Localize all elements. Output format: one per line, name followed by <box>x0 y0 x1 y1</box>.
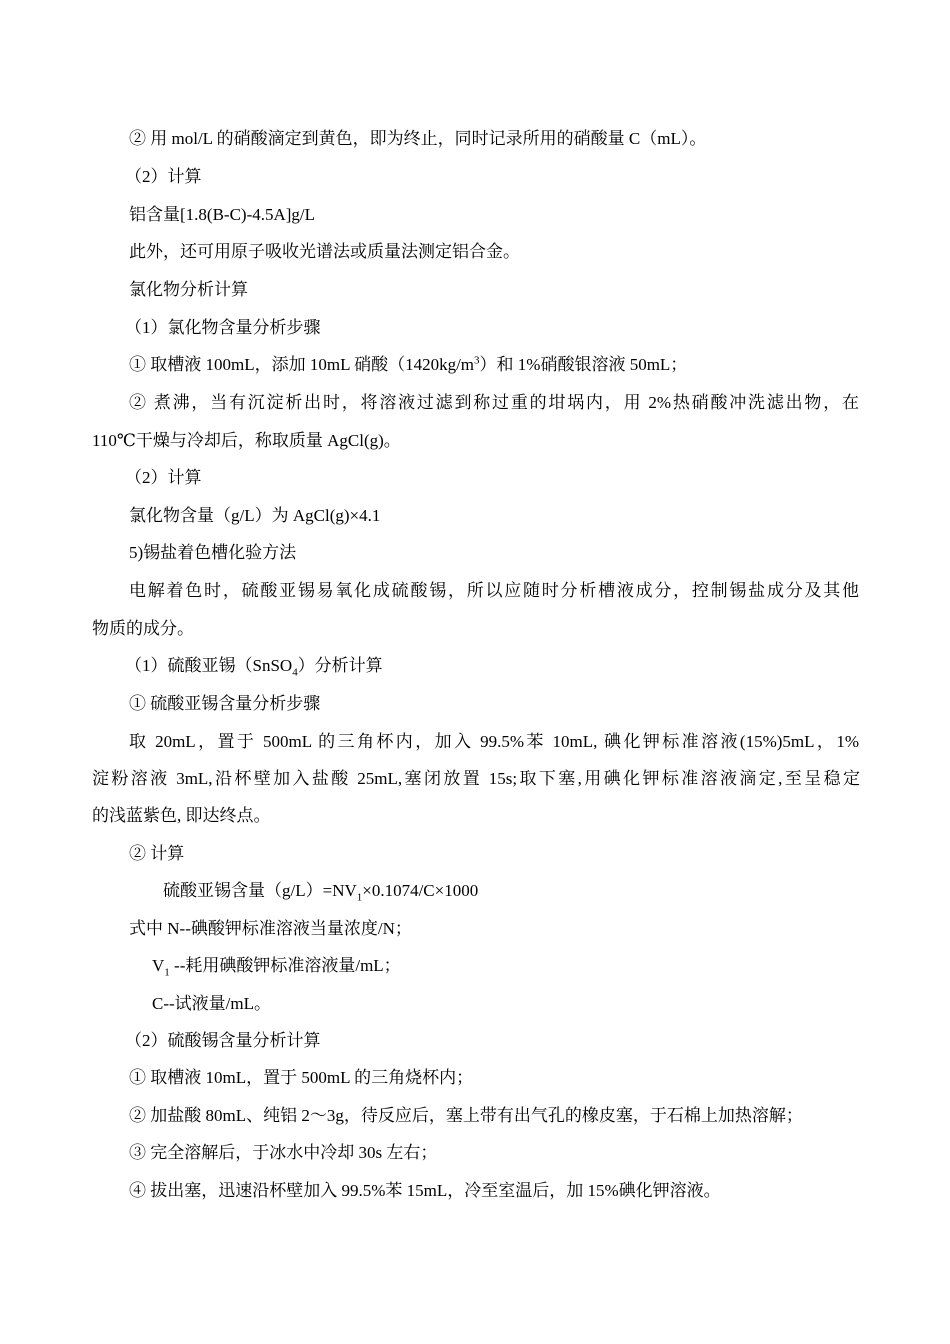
variable-v-text: V <box>152 956 165 975</box>
chloride-analysis-title: 氯化物分析计算 <box>129 280 248 299</box>
subscript-1: 1 <box>356 891 363 904</box>
stannic-step-1: ① 取槽液 10mL，置于 500mL 的三角烧杯内； <box>129 1068 474 1087</box>
formula-variable-v1 <box>152 947 922 984</box>
section-calc-heading: （2）计算 <box>125 167 202 186</box>
stannous-heading-text-a: （1）硫酸亚锡（SnSO <box>125 656 293 675</box>
aluminum-formula: 铝含量[1.8(B-C)-4.5A]g/L <box>129 205 316 224</box>
chloride-step-2: ② 煮沸，当有沉淀析出时，将溶液过滤到称过重的坩埚内，用 2%热硝酸冲洗滤出物，在 <box>129 393 859 412</box>
stannous-calc-heading: ② 计算 <box>129 844 185 863</box>
tin-salt-section-title: 5)锡盐着色槽化验方法 <box>129 543 297 562</box>
stannous-sulfate-heading <box>125 647 895 684</box>
stannous-formula-text-b: ×0.1074/C×1000 <box>362 881 479 900</box>
stannous-procedure-2: 淀粉溶液 3mL,沿杯壁加入盐酸 25mL,塞闭放置 15s;取下塞,用碘化钾标准溶液滴定,至呈稳定 <box>92 769 860 788</box>
stannous-procedure-1: 取 20mL，置于 500mL 的三角杯内，加入 99.5%苯 10mL, 碘化钾标准溶液(15%)5mL，1% <box>129 732 859 751</box>
subscript-1: 1 <box>164 966 170 979</box>
stannous-procedure-3: 的浅蓝紫色, 即达终点。 <box>92 806 271 825</box>
tin-salt-intro-cont: 物质的成分。 <box>92 619 194 638</box>
chloride-formula: 氯化物含量（g/L）为 AgCl(g)×4.1 <box>129 506 381 525</box>
chloride-step-1 <box>129 346 899 383</box>
chloride-step-1-text-b: ）和 1%硝酸银溶液 50mL； <box>479 355 688 374</box>
stannous-heading-text-b: ）分析计算 <box>297 656 383 675</box>
chloride-steps-heading: （1）氯化物含量分析步骤 <box>125 318 321 337</box>
stannous-formula <box>163 872 933 909</box>
tin-salt-intro: 电解着色时，硫酸亚锡易氧化成硫酸锡，所以应随时分析槽液成分，控制锡盐成分及其他 <box>129 581 859 600</box>
chloride-step-2-cont: 110℃干燥与冷却后，称取质量 AgCl(g)。 <box>92 431 401 450</box>
chloride-step-1-text-a: ① 取槽液 100mL，添加 10mL 硝酸（1420kg/m <box>129 355 475 374</box>
subscript-4: 4 <box>292 666 298 679</box>
stannic-step-2: ② 加盐酸 80mL、纯铝 2～3g，待反应后，塞上带有出气孔的橡皮塞，于石棉上加热溶解； <box>129 1106 803 1125</box>
step-titration-line: ② 用 mol/L 的硝酸滴定到黄色，即为终止，同时记录所用的硝酸量 C（mL）。 <box>129 129 707 148</box>
stannic-step-4: ④ 拔出塞，迅速沿杯壁加入 99.5%苯 15mL，冷至室温后，加 15%碘化钾溶液。 <box>129 1181 721 1200</box>
stannic-step-3: ③ 完全溶解后，于冰水中冷却 30s 左右； <box>129 1143 438 1162</box>
superscript-3: 3 <box>474 354 480 367</box>
variable-v1-desc: --耗用碘酸钾标准溶液量/mL； <box>169 956 401 975</box>
formula-variable-c: C--试液量/mL。 <box>152 994 271 1013</box>
formula-variable-n: 式中 N--碘酸钾标准溶液当量浓度/N； <box>129 919 412 938</box>
stannic-sulfate-heading: （2）硫酸锡含量分析计算 <box>125 1031 321 1050</box>
chloride-calc-heading: （2）计算 <box>125 468 202 487</box>
stannous-formula-text-a: 硫酸亚锡含量（g/L）=NV <box>163 881 357 900</box>
stannous-steps-heading: ① 硫酸亚锡含量分析步骤 <box>129 694 321 713</box>
alternative-methods-text: 此外，还可用原子吸收光谱法或质量法测定铝合金。 <box>129 242 520 261</box>
